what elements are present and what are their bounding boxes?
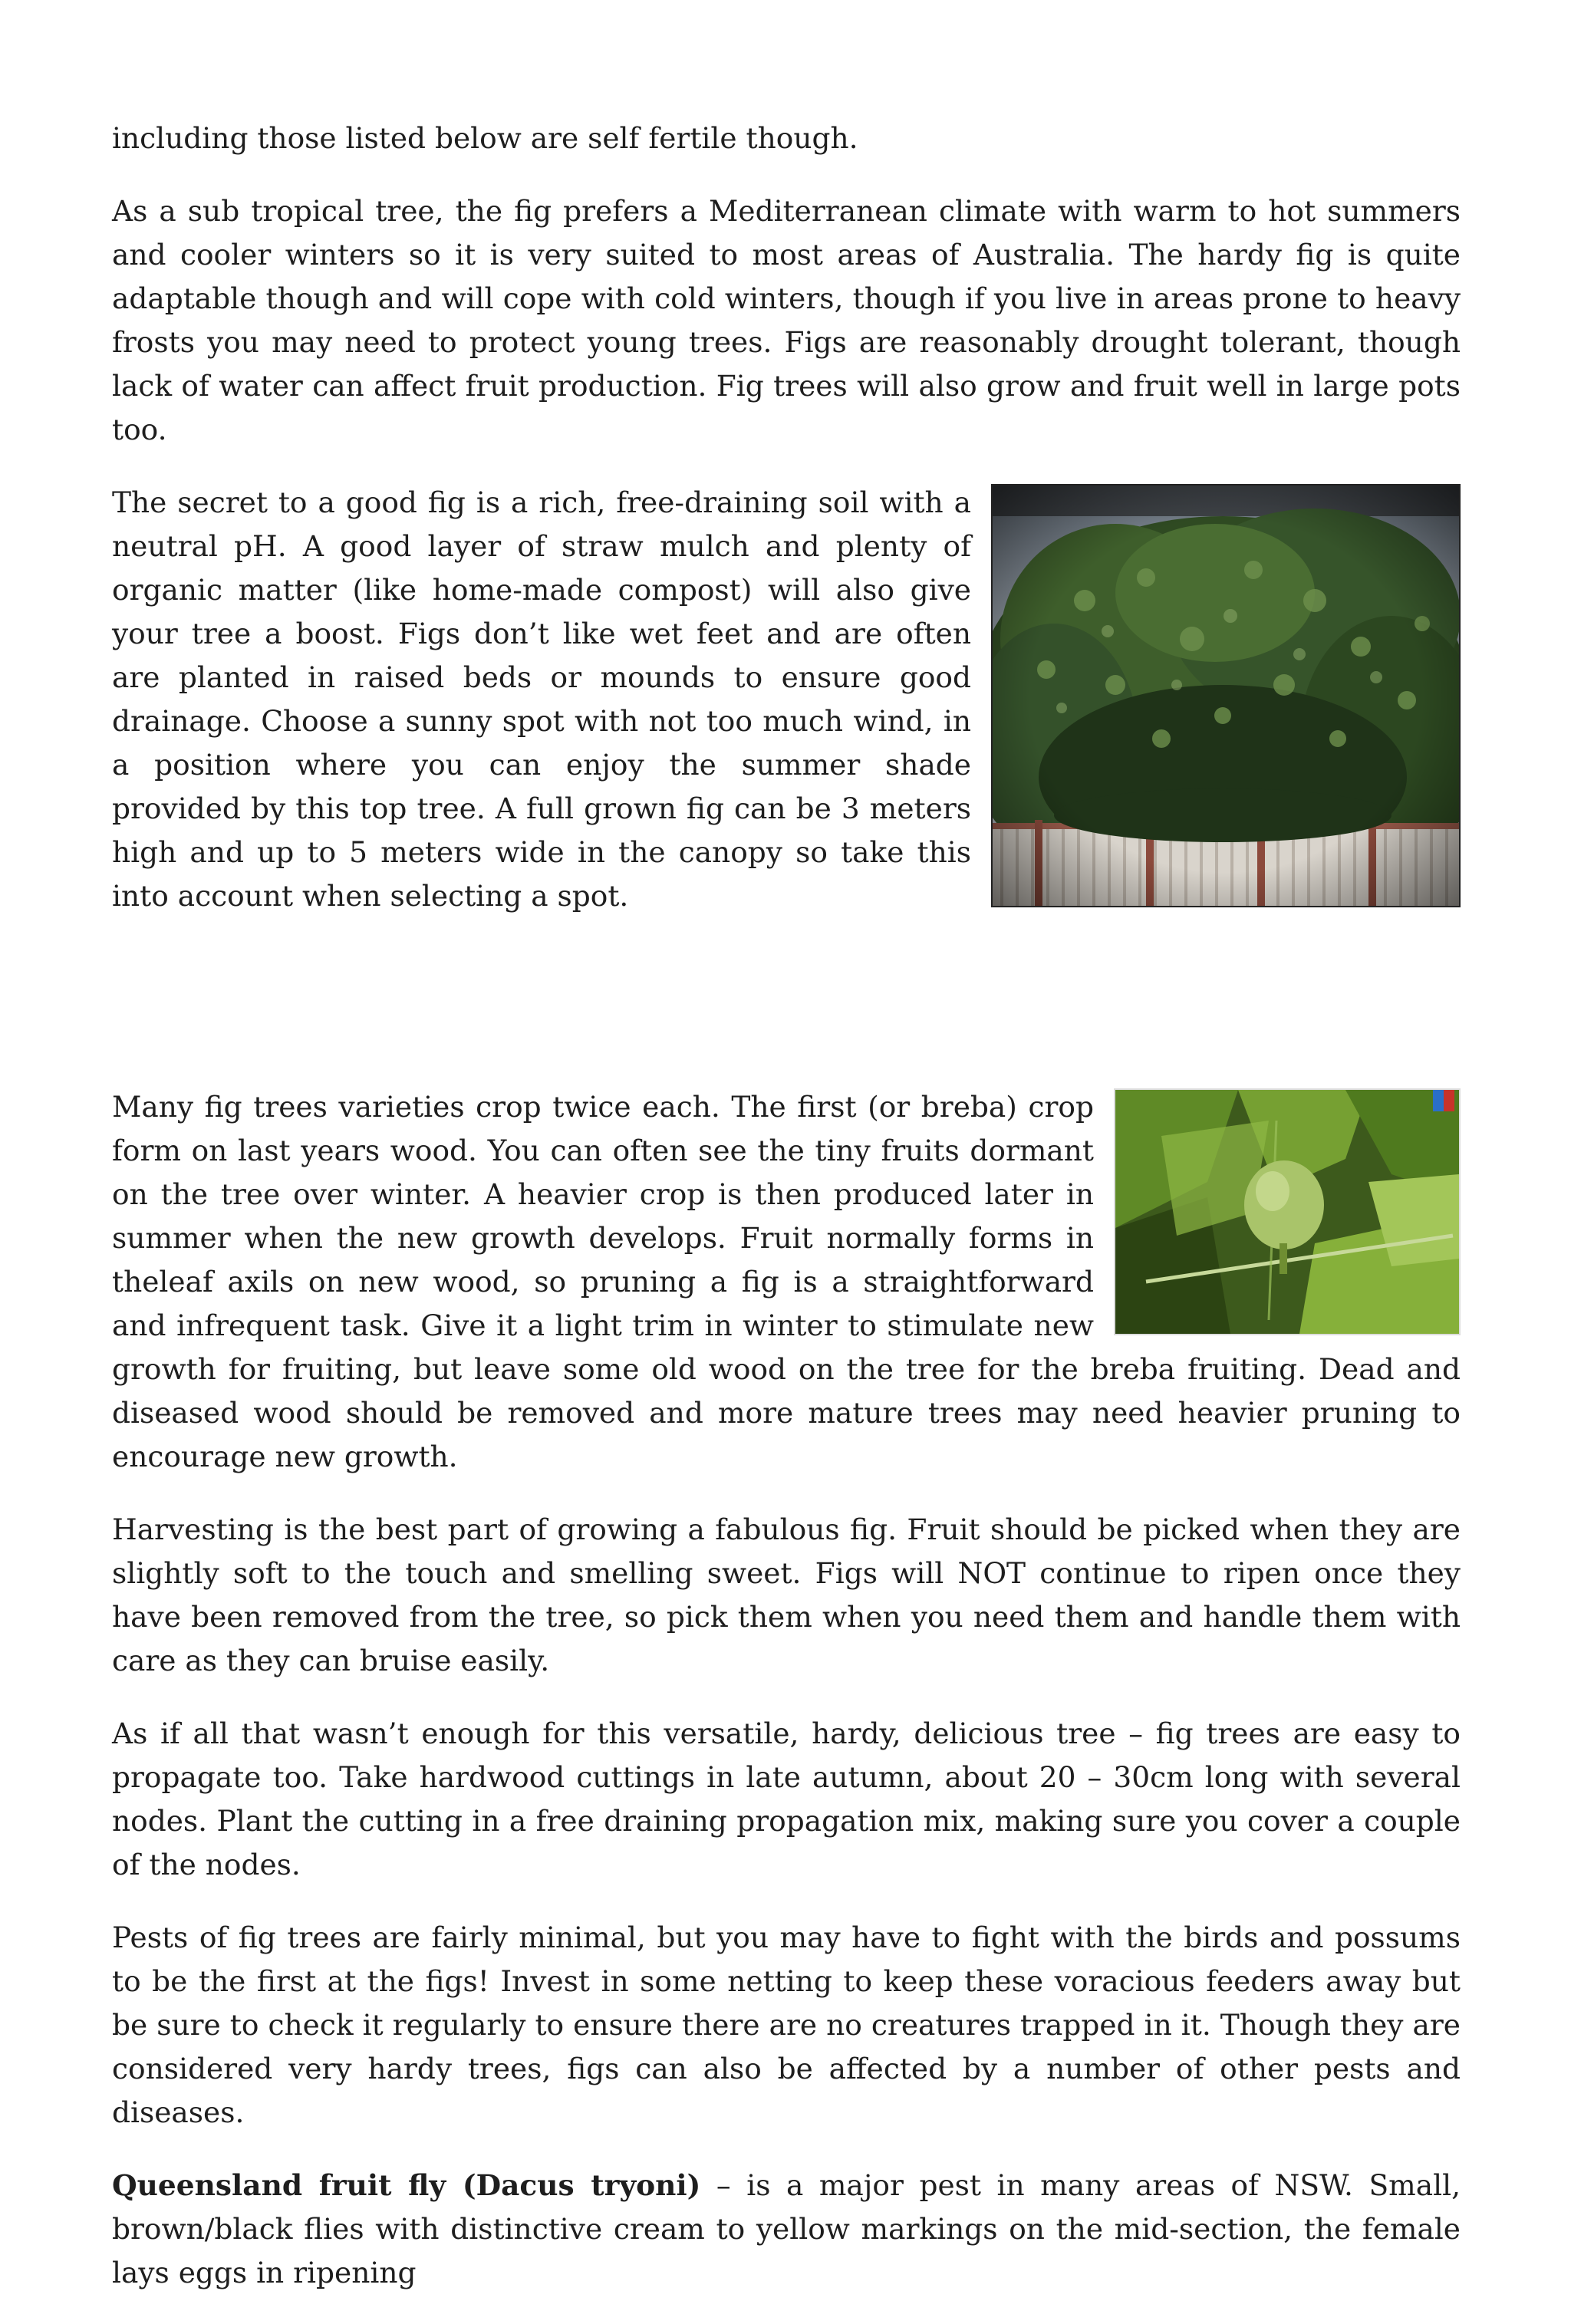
- article-body: [112, 117, 1461, 2324]
- paragraph-cropping-pruning: Many fig trees varieties crop twice each. The first (or breba) crop form on last years wood. You can often see the tiny fruits dormant on the tree over winter. A heavier crop is then produced later in summer when the new growth develops. Fruit normally forms in theleaf axils on new wood, so pruning a fig is a straightforward and infrequent task. Give it a light trim in winter to stimulate new growth for fruiting, but leave some old wood on the tree for the breba fruiting. Dead and diseased wood should be removed and more mature trees may need heavier pruning to encourage new growth.: [112, 1090, 1461, 1473]
- paragraph-soil: The secret to a good fig is a rich, free-draining soil with a neutral pH. A good layer of straw mulch and plenty of organic matter (like home-made compost) will also give your tree a boost. Figs don’t like wet feet and are often are planted in raised beds or mounds to ensure good drainage. Choose a sunny spot with not too much wind, in a position where you can enjoy the summer shade provided by this top tree. A full grown fig can be 3 meters high and up to 5 meters wide in the canopy so take this into account when selecting a spot.: [112, 486, 971, 913]
- fruit-fly-description: – is a major pest in many areas of NSW. Small, brown/black flies with distinctive cream to yellow markings on the mid-section, the female lays eggs in ripening: [112, 2168, 1461, 2289]
- paragraph-climate: As a sub tropical tree, the fig prefers a Mediterranean climate with warm to hot summers and cooler winters so it is very suited to most areas of Australia. The hardy fig is quite adaptable though and will cope with cold winters, though if you live in areas prone to heavy frosts you may need to protect young trees. Figs are reasonably drought tolerant, though lack of water can affect fruit production. Fig trees will also grow and fruit well in large pots too.: [112, 194, 1461, 446]
- fig-tree-photo: [991, 484, 1461, 907]
- fig-fruit-photo: [1114, 1088, 1461, 1335]
- paragraph-propagation: As if all that wasn’t enough for this versatile, hardy, delicious tree – fig trees are easy to propagate too. Take hardwood cuttings in late autumn, about 20 – 30cm long with several nodes. Plant the cutting in a free draining propagation mix, making sure you cover a couple of the nodes.: [112, 1717, 1461, 1881]
- paragraph-fruit-fly: [112, 2164, 1461, 2295]
- paragraph-harvesting: Harvesting is the best part of growing a fabulous fig. Fruit should be picked when they are slightly soft to the touch and smelling sweet. Figs will NOT continue to ripen once they have been removed from the tree, so pick them when you need them and handle them with care as they can bruise easily.: [112, 1513, 1461, 1677]
- paragraph-self-fertile: including those listed below are self fertile though.: [112, 121, 858, 155]
- paragraph-pests: Pests of fig trees are fairly minimal, but you may have to fight with the birds and possums to be the first at the figs! Invest in some netting to keep these voracious feeders away but be sure to check it regularly to ensure there are no creatures trapped in it. Though they are considered very hardy trees, figs can also be affected by a number of other pests and diseases.: [112, 1921, 1461, 2129]
- spacer: [112, 947, 1461, 1085]
- fruit-fly-heading: Queensland fruit fly (Dacus tryoni): [112, 2168, 701, 2202]
